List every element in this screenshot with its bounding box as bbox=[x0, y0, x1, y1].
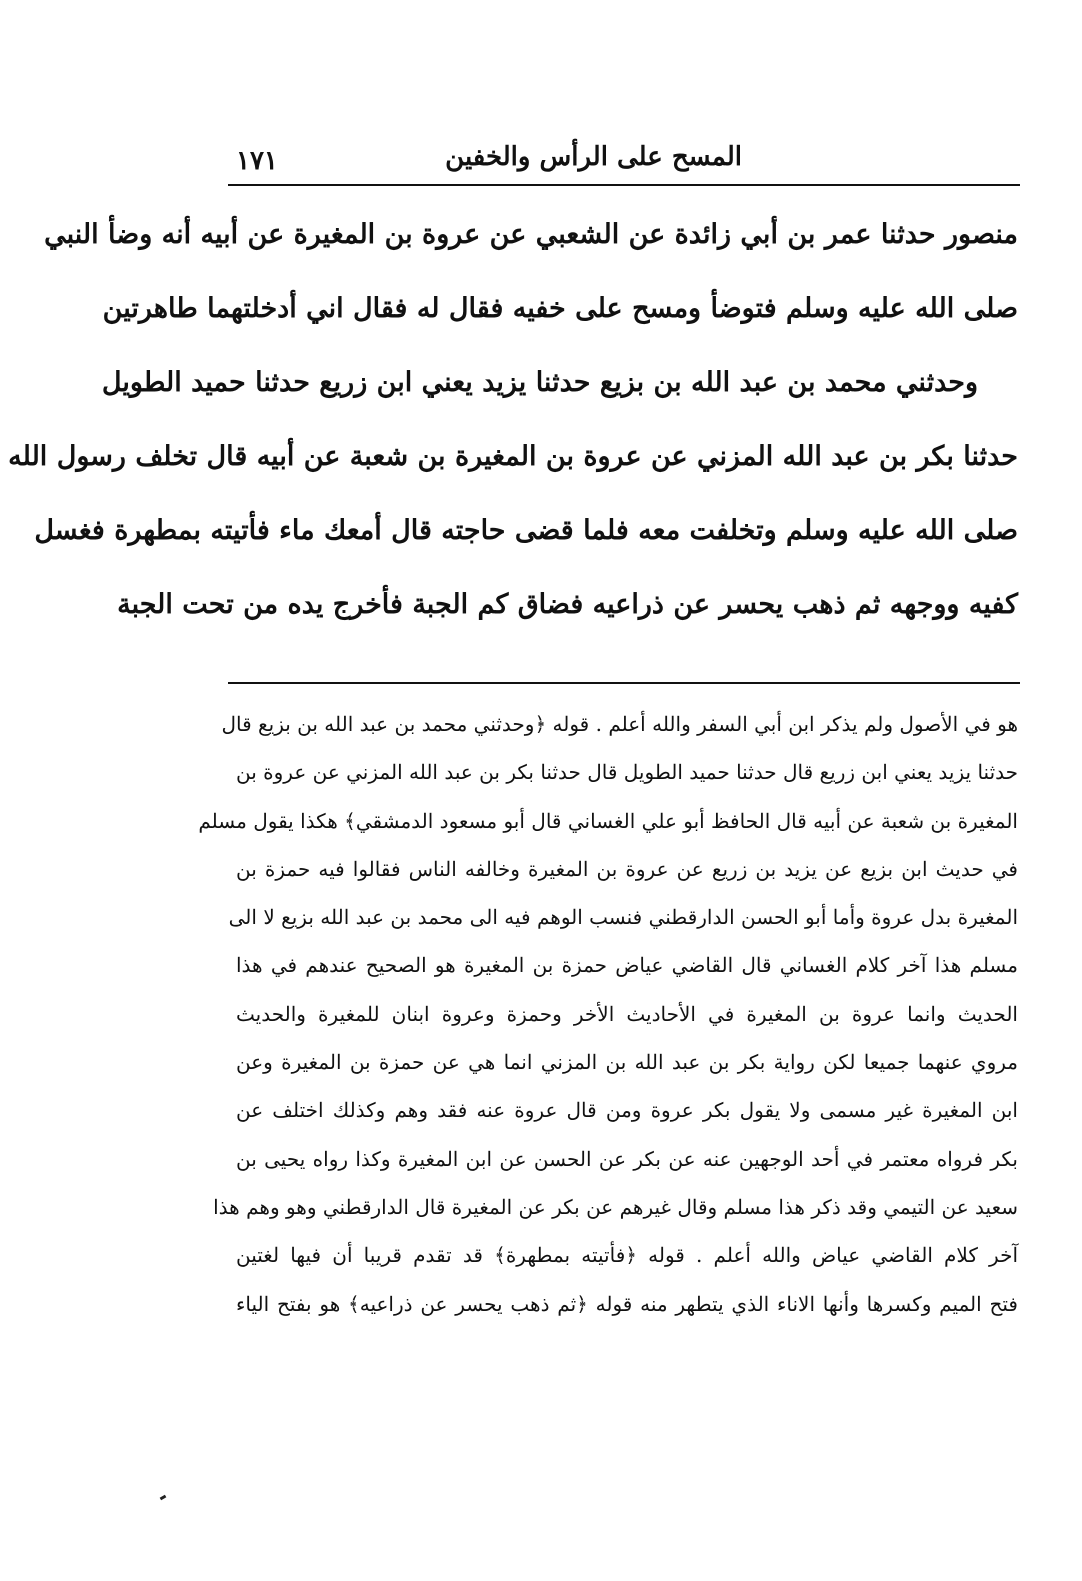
commentary-line: مروي عنهما جميعا لكن رواية بكر بن عبد الله بن المزني انما هي عن حمزة بن المغيرة وعن bbox=[236, 1050, 1018, 1075]
commentary-line: هو في الأصول ولم يذكر ابن أبي السفر والله أعلم . قوله ﴿وحدثني محمد بن عبد الله بن بزيع قال bbox=[221, 712, 1018, 736]
commentary-line: ابن المغيرة غير مسمى ولا يقول بكر عروة ومن قال عروة عنه فقد وهم وكذلك اختلف عن bbox=[236, 1098, 1018, 1123]
commentary-line: المغيرة بن شعبة عن أبيه قال الحافظ أبو علي الغساني قال أبو مسعود الدمشقي﴾ هكذا يقول مسلم bbox=[198, 808, 1018, 833]
commentary-line: المغيرة بدل عروة وأما أبو الحسن الدارقطني فنسب الوهم فيه الى محمد بن عبد الله بزيع لا الى bbox=[228, 905, 1018, 930]
running-title: المسح على الرأس والخفين bbox=[445, 142, 742, 172]
commentary-line: آخر كلام القاضي عياض والله أعلم . قوله ﴿فأتيته بمطهرة﴾ قد تقدم قريبا أن فيها لغتين bbox=[236, 1243, 1018, 1268]
commentary-line: فتح الميم وكسرها وأنها الاناء الذي يتطهر منه قوله ﴿ثم ذهب يحسر عن ذراعيه﴾ هو بفتح الياء bbox=[236, 1291, 1018, 1316]
hadith-line: حدثنا بكر بن عبد الله المزني عن عروة بن المغيرة بن شعبة عن أبيه قال تخلف رسول الله bbox=[8, 441, 1018, 472]
commentary-line: مسلم هذا آخر كلام الغساني قال القاضي عياض حمزة بن المغيرة هو الصحيح عندهم في هذا bbox=[236, 953, 1018, 978]
hadith-line: صلى الله عليه وسلم وتخلفت معه فلما قضى حاجته قال أمعك ماء فأتيته بمطهرة فغسل bbox=[34, 515, 1018, 546]
scan-speck bbox=[160, 1495, 167, 1501]
hadith-line: صلى الله عليه وسلم فتوضأ ومسح على خفيه فقال له فقال اني أدخلتهما طاهرتين bbox=[102, 293, 1018, 324]
commentary-line: الحديث وانما عروة بن المغيرة في الأحاديث الأخر وحمزة وعروة ابنان للمغيرة والحديث bbox=[236, 1001, 1018, 1026]
hadith-line: منصور حدثنا عمر بن أبي زائدة عن الشعبي عن عروة بن المغيرة عن أبيه أنه وضأ النبي bbox=[44, 219, 1018, 250]
commentary-line: حدثنا يزيد يعني ابن زريع قال حدثنا حميد الطويل قال حدثنا بكر بن عبد الله المزني عن عروة بن bbox=[236, 760, 1018, 785]
header-rule bbox=[228, 184, 1020, 186]
commentary-line: في حديث ابن بزيع عن يزيد بن زريع عن عروة بن المغيرة وخالفه الناس فقالوا فيه حمزة بن bbox=[236, 856, 1018, 881]
page-number: ١٧١ bbox=[236, 146, 278, 176]
commentary-line: بكر فرواه معتمر في أحد الوجهين عنه عن بكر عن الحسن عن ابن المغيرة وكذا رواه يحيى بن bbox=[236, 1146, 1018, 1171]
commentary-text bbox=[198, 700, 1018, 1328]
hadith-line: وحدثني محمد بن عبد الله بن بزيع حدثنا يزيد يعني ابن زريع حدثنا حميد الطويل bbox=[101, 367, 978, 398]
page-header bbox=[228, 140, 1018, 186]
hadith-line: كفيه ووجهه ثم ذهب يحسر عن ذراعيه فضاق كم الجبة فأخرج يده من تحت الجبة bbox=[117, 589, 1018, 620]
section-divider bbox=[228, 682, 1020, 684]
scan-artifact bbox=[228, 1455, 278, 1479]
commentary-line: سعيد عن التيمي وقد ذكر هذا مسلم وقال غيرهم عن بكر عن المغيرة قال الدارقطني وهو وهم هذا bbox=[213, 1194, 1018, 1219]
hadith-text bbox=[8, 198, 1018, 642]
